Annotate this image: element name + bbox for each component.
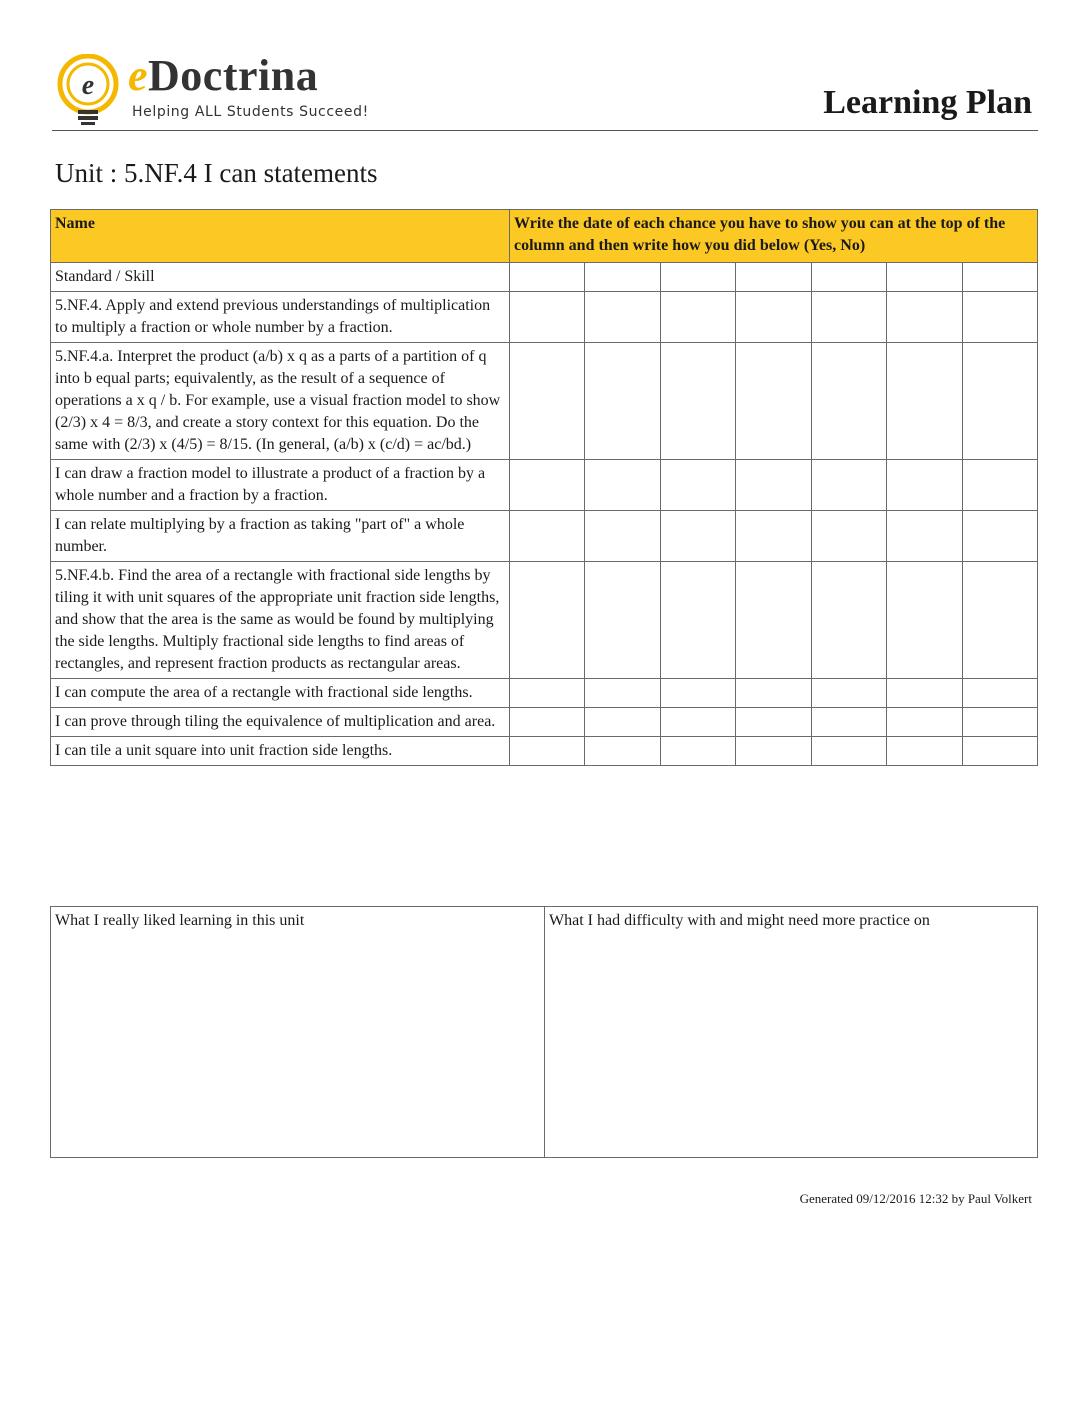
table-row [51, 562, 1038, 679]
response-cell[interactable] [585, 511, 660, 562]
difficulty-box[interactable]: What I had difficulty with and might need more practice on [545, 907, 1038, 1158]
response-cell[interactable] [736, 343, 811, 460]
response-cell[interactable] [887, 460, 962, 511]
name-header: Name [51, 210, 510, 263]
skill-statement: I can draw a fraction model to illustrate a product of a fraction by a whole number and a fraction by a fraction. [51, 460, 510, 511]
response-cell[interactable] [811, 562, 886, 679]
skill-statement: I can relate multiplying by a fraction as taking "part of" a whole number. [51, 511, 510, 562]
response-cell[interactable] [660, 737, 735, 766]
response-cell[interactable] [585, 292, 660, 343]
response-cell[interactable] [585, 679, 660, 708]
response-cell[interactable] [510, 511, 585, 562]
response-cell[interactable] [585, 562, 660, 679]
brand-prefix: e [128, 51, 149, 100]
response-cell[interactable] [811, 263, 886, 292]
response-cell[interactable] [811, 737, 886, 766]
brand-tagline: Helping ALL Students Succeed! [132, 104, 369, 120]
table-header-row [51, 210, 1038, 263]
response-cell[interactable] [510, 562, 585, 679]
table-row [51, 737, 1038, 766]
response-cell[interactable] [887, 679, 962, 708]
generated-footer: Generated 09/12/2016 12:32 by Paul Volkert [799, 1191, 1032, 1206]
response-cell[interactable] [660, 511, 735, 562]
skill-statement: 5.NF.4.a. Interpret the product (a/b) x q as a parts of a partition of q into b equal parts; equivalently, as the result of a sequence of operations a x q / b. For example, use a visual fraction model to show (2/3) x 4 = 8/3, and create a story context for this equation. Do the same with (2/3) x (4/5) = 8/15. (In general, (a/b) x (c/d) = ac/bd.) [51, 343, 510, 460]
response-cell[interactable] [962, 679, 1037, 708]
response-cell[interactable] [962, 460, 1037, 511]
response-cell[interactable] [585, 263, 660, 292]
response-cell[interactable] [887, 562, 962, 679]
response-cell[interactable] [811, 292, 886, 343]
table-row [51, 460, 1038, 511]
response-cell[interactable] [736, 460, 811, 511]
response-cell[interactable] [736, 292, 811, 343]
table-row [51, 343, 1038, 460]
response-cell[interactable] [736, 562, 811, 679]
learning-plan-table [50, 209, 1038, 766]
page-header [52, 50, 1038, 131]
response-cell[interactable] [962, 737, 1037, 766]
response-cell[interactable] [887, 708, 962, 737]
response-cell[interactable] [660, 292, 735, 343]
response-cell[interactable] [962, 292, 1037, 343]
reflection-table [50, 906, 1038, 1158]
response-cell[interactable] [660, 708, 735, 737]
response-cell[interactable] [736, 737, 811, 766]
response-cell[interactable] [510, 292, 585, 343]
lightbulb-icon [54, 54, 124, 126]
response-cell[interactable] [660, 562, 735, 679]
response-cell[interactable] [510, 460, 585, 511]
response-cell[interactable] [962, 708, 1037, 737]
response-cell[interactable] [660, 679, 735, 708]
table-row [51, 263, 1038, 292]
response-cell[interactable] [811, 511, 886, 562]
response-cell[interactable] [585, 737, 660, 766]
response-cell[interactable] [736, 708, 811, 737]
response-cell[interactable] [811, 460, 886, 511]
response-cell[interactable] [962, 511, 1037, 562]
response-cell[interactable] [660, 263, 735, 292]
response-cell[interactable] [887, 263, 962, 292]
response-cell[interactable] [962, 343, 1037, 460]
instructions-header: Write the date of each chance you have to show you can at the top of the column and then write how you did below (Yes, No) [510, 210, 1038, 263]
response-cell[interactable] [510, 263, 585, 292]
table-row [51, 708, 1038, 737]
response-cell[interactable] [811, 679, 886, 708]
table-row [51, 511, 1038, 562]
response-cell[interactable] [887, 737, 962, 766]
skill-statement: I can prove through tiling the equivalence of multiplication and area. [51, 708, 510, 737]
response-cell[interactable] [887, 343, 962, 460]
response-cell[interactable] [811, 343, 886, 460]
liked-learning-box[interactable]: What I really liked learning in this unit [51, 907, 545, 1158]
response-cell[interactable] [736, 679, 811, 708]
skill-statement: I can compute the area of a rectangle with fractional side lengths. [51, 679, 510, 708]
response-cell[interactable] [962, 263, 1037, 292]
response-cell[interactable] [660, 460, 735, 511]
skill-statement: Standard / Skill [51, 263, 510, 292]
response-cell[interactable] [887, 292, 962, 343]
response-cell[interactable] [510, 679, 585, 708]
page-title: Learning Plan [823, 84, 1032, 121]
response-cell[interactable] [736, 263, 811, 292]
response-cell[interactable] [736, 511, 811, 562]
skill-statement: 5.NF.4. Apply and extend previous understandings of multiplication to multiply a fraction or whole number by a fraction. [51, 292, 510, 343]
response-cell[interactable] [585, 343, 660, 460]
response-cell[interactable] [660, 343, 735, 460]
response-cell[interactable] [510, 737, 585, 766]
response-cell[interactable] [510, 708, 585, 737]
unit-title: Unit : 5.NF.4 I can statements [55, 158, 378, 188]
response-cell[interactable] [962, 562, 1037, 679]
skill-statement: I can tile a unit square into unit fraction side lengths. [51, 737, 510, 766]
table-row [51, 679, 1038, 708]
skill-statement: 5.NF.4.b. Find the area of a rectangle with fractional side lengths by tiling it with unit squares of the appropriate unit fraction side lengths, and show that the area is the same as would be found by multiplying the side lengths. Multiply fractional side lengths to find areas of rectangles, and represent fraction products as rectangular areas. [51, 562, 510, 679]
edoctrina-logo [52, 52, 372, 126]
table-row [51, 292, 1038, 343]
brand-name [128, 51, 319, 100]
response-cell[interactable] [887, 511, 962, 562]
response-cell[interactable] [811, 708, 886, 737]
response-cell[interactable] [585, 708, 660, 737]
brand-word: Doctrina [148, 51, 319, 100]
response-cell[interactable] [510, 343, 585, 460]
svg-text:e: e [81, 70, 95, 101]
response-cell[interactable] [585, 460, 660, 511]
